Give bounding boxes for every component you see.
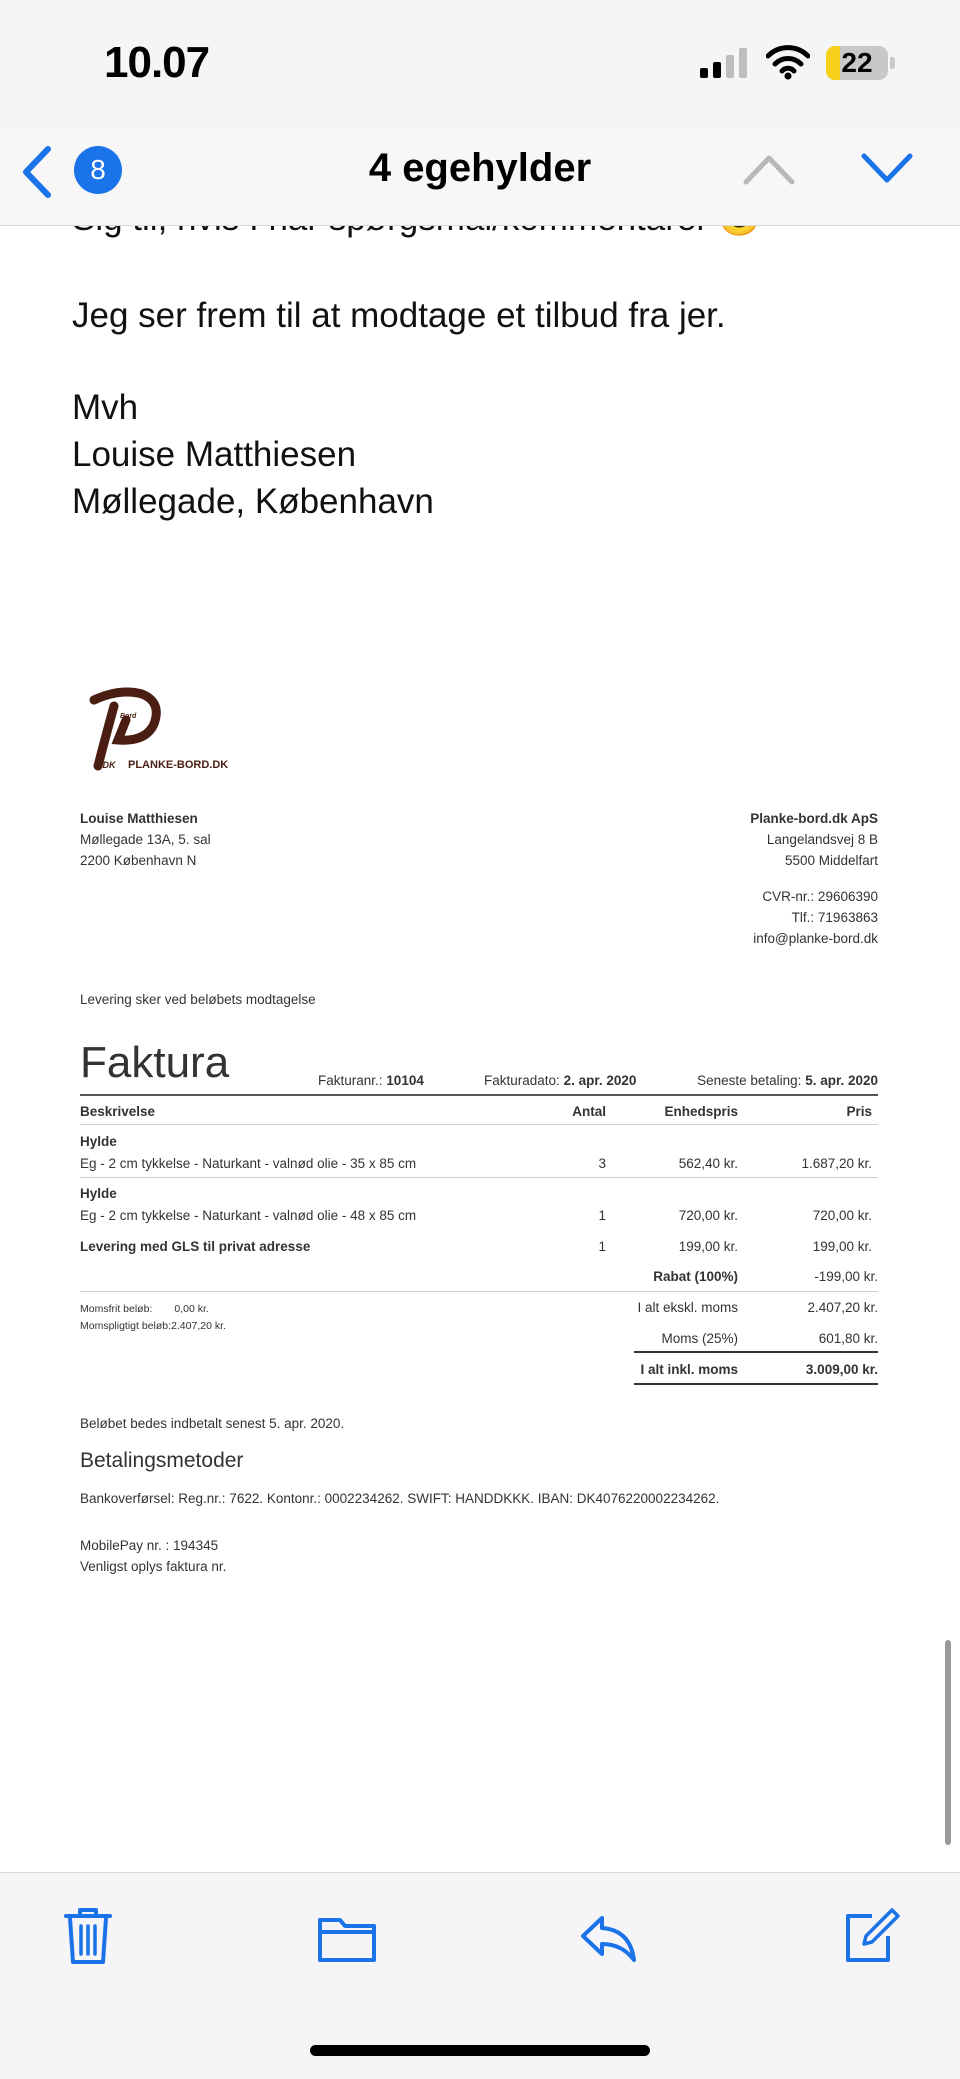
total-divider [634, 1351, 878, 1353]
item-unit-price: 199,00 kr. [678, 1239, 738, 1254]
subtotal-value: 2.407,20 kr. [807, 1300, 878, 1315]
item-quantity: 1 [598, 1208, 606, 1223]
total-underline [634, 1383, 878, 1385]
discount-value: -199,00 kr. [814, 1269, 878, 1284]
total-label: I alt inkl. moms [640, 1362, 738, 1377]
item-quantity: 3 [598, 1156, 606, 1171]
wifi-icon [766, 44, 810, 80]
company-address2: 5500 Middelfart [784, 853, 878, 868]
logo-mark-dk: .DK [100, 760, 116, 770]
invoice-due-date: Seneste betaling: 5. apr. 2020 [697, 1073, 878, 1088]
thread-title: 4 egehylder [368, 146, 592, 190]
customer-address2: 2200 København N [80, 853, 197, 868]
column-price: Pris [846, 1104, 872, 1119]
unread-count-badge[interactable]: 8 [74, 146, 122, 194]
item-description: Eg - 2 cm tykkelse - Naturkant - valnød olie - 48 x 85 cm [80, 1208, 417, 1223]
header-divider [80, 1124, 878, 1125]
signature-address: Møllegade, København [72, 482, 434, 521]
company-name: Planke-bord.dk ApS [750, 811, 878, 826]
column-description: Beskrivelse [80, 1104, 156, 1119]
payment-methods-title: Betalingsmetoder [80, 1449, 244, 1472]
item-title: Hylde [80, 1186, 117, 1201]
status-time: 10.07 [104, 38, 210, 87]
delivery-note: Levering sker ved beløbets modtagelse [80, 992, 316, 1007]
company-cvr: CVR-nr.: 29606390 [762, 889, 878, 904]
item-unit-price: 562,40 kr. [678, 1156, 738, 1171]
trash-icon[interactable] [60, 1904, 116, 1968]
home-indicator[interactable] [310, 2045, 650, 2056]
mobilepay-note: Venligst oplys faktura nr. [80, 1559, 227, 1574]
total-value: 3.009,00 kr. [805, 1362, 878, 1377]
invoice-date: Fakturadato: 2. apr. 2020 [484, 1073, 637, 1088]
company-phone: Tlf.: 71963863 [791, 910, 878, 925]
cellular-signal-icon [700, 48, 750, 78]
vat-liable-amount: Momspligtigt beløb:2.407,20 kr. [80, 1320, 226, 1332]
vat-value: 601,80 kr. [818, 1331, 878, 1346]
scrollbar[interactable] [945, 1640, 951, 1845]
invoice-number: Fakturanr.: 10104 [318, 1073, 424, 1088]
compose-icon[interactable] [842, 1904, 900, 1968]
next-message-chevron-down-icon[interactable] [860, 152, 914, 186]
company-logo [80, 680, 230, 780]
email-text-line: Jeg ser frem til at modtage et tilbud fra jer. [72, 296, 726, 335]
mobilepay-number: MobilePay nr. : 194345 [80, 1538, 219, 1553]
signature-greeting: Mvh [72, 388, 139, 427]
subtotal-label: I alt ekskl. moms [637, 1300, 738, 1315]
column-unit-price: Enhedspris [664, 1104, 738, 1119]
totals-divider [80, 1291, 878, 1292]
title-divider [80, 1094, 878, 1096]
bank-transfer-info: Bankoverførsel: Reg.nr.: 7622. Kontonr.: 0002234262. SWIFT: HANDDKKK. IBAN: DK4076220002234262. [80, 1491, 720, 1506]
vat-label: Moms (25%) [661, 1331, 738, 1346]
reply-icon[interactable] [578, 1904, 638, 1968]
item-price: 720,00 kr. [812, 1208, 872, 1223]
vat-free-amount: Momsfrit beløb: 0,00 kr. [80, 1303, 209, 1315]
signature-name: Louise Matthiesen [72, 435, 357, 474]
logo-mark-small: Bord [120, 713, 137, 720]
battery-icon [826, 46, 894, 82]
row-divider [80, 1177, 878, 1178]
item-price: 199,00 kr. [812, 1239, 872, 1254]
folder-icon[interactable] [316, 1904, 378, 1968]
customer-name: Louise Matthiesen [80, 811, 198, 826]
item-price: 1.687,20 kr. [801, 1156, 872, 1171]
item-description: Eg - 2 cm tykkelse - Naturkant - valnød olie - 35 x 85 cm [80, 1156, 417, 1171]
discount-label: Rabat (100%) [653, 1269, 738, 1284]
company-email[interactable]: info@planke-bord.dk [753, 931, 878, 946]
column-quantity: Antal [572, 1104, 606, 1119]
battery-percentage: 22 [841, 47, 873, 78]
item-unit-price: 720,00 kr. [678, 1208, 738, 1223]
previous-message-chevron-up-icon[interactable] [742, 152, 796, 186]
invoice-title: Faktura [80, 1038, 230, 1087]
customer-address1: Møllegade 13A, 5. sal [80, 832, 211, 847]
company-address1: Langelandsvej 8 B [766, 832, 878, 847]
logo-text: PLANKE-BORD.DK [128, 759, 229, 771]
item-quantity: 1 [598, 1239, 606, 1254]
item-title: Levering med GLS til privat adresse [80, 1239, 311, 1254]
item-title: Hylde [80, 1134, 117, 1149]
payment-note: Beløbet bedes indbetalt senest 5. apr. 2020. [80, 1416, 345, 1431]
